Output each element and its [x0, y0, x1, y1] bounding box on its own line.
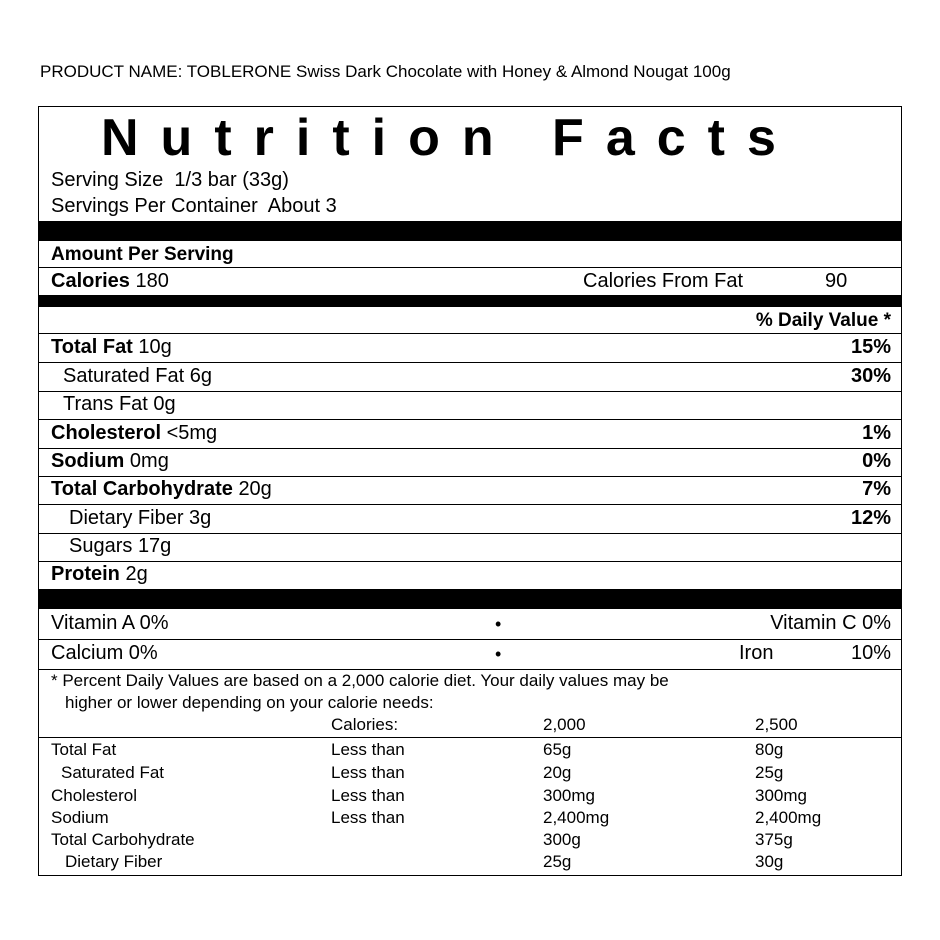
dv-table-2500: 375g	[755, 830, 793, 849]
product-name: PRODUCT NAME: TOBLERONE Swiss Dark Chocolate with Honey & Almond Nougat 100g	[40, 62, 731, 81]
nutrient-amount: 0mg	[129, 450, 169, 472]
iron-value: 10%	[850, 642, 891, 664]
serving-size-value: 1/3 bar (33g)	[174, 169, 289, 191]
nutrient-row-trans-fat	[63, 393, 176, 416]
footnote-line-1: * Percent Daily Values are based on a 2,000 calorie diet. Your daily values may be	[51, 671, 669, 690]
divider-line	[39, 391, 901, 392]
divider-line	[39, 267, 901, 268]
dv-table-2500: 30g	[755, 852, 784, 871]
footnote-col-2000: 2,000	[543, 715, 586, 734]
footnote-col-2500: 2,500	[755, 715, 798, 734]
thick-divider-3	[39, 589, 901, 609]
amount-per-serving: Amount Per Serving	[51, 244, 234, 265]
dv-table-qualifier: Less than	[331, 763, 405, 782]
daily-value-header: % Daily Value *	[755, 310, 891, 331]
divider-line	[39, 561, 901, 562]
thick-divider-1	[39, 221, 901, 241]
nutrient-label: Total Carbohydrate	[51, 478, 233, 500]
divider-line	[39, 737, 901, 738]
dv-table-2500: 300mg	[755, 786, 807, 805]
nutrient-row-saturated-fat	[63, 365, 212, 388]
divider-line	[39, 504, 901, 505]
nutrient-dv: 12%	[850, 507, 891, 529]
nutrient-label: Dietary Fiber	[69, 507, 184, 529]
thick-divider-2	[39, 295, 901, 307]
calories-row	[51, 270, 169, 293]
dv-table-qualifier: Less than	[331, 740, 405, 759]
calcium: Calcium 0%	[51, 642, 158, 664]
footnote-line-2: higher or lower depending on your calorie needs:	[65, 693, 434, 712]
servings-value: About 3	[267, 195, 337, 217]
serving-size	[51, 169, 289, 192]
servings-per-container	[51, 195, 337, 218]
nutrient-row-sugars	[69, 535, 171, 558]
nutrition-facts-panel	[38, 106, 902, 876]
nutrient-label: Sodium	[51, 450, 125, 472]
nutrient-row-cholesterol	[51, 422, 217, 445]
dv-table-2000: 300mg	[543, 786, 595, 805]
nutrient-amount: 2g	[125, 563, 148, 585]
nutrient-amount: 20g	[238, 478, 272, 500]
nutrient-row-total-carbohydrate	[51, 478, 272, 501]
servings-label: Servings Per Container	[51, 195, 258, 217]
nutrient-label: Trans Fat	[63, 393, 148, 415]
dv-table-2000: 65g	[543, 740, 572, 759]
dv-table-qualifier: Less than	[331, 786, 405, 805]
nutrient-label: Saturated Fat	[63, 365, 185, 387]
dv-table-label: Total Fat	[51, 740, 117, 759]
dv-table-qualifier: Less than	[331, 808, 405, 827]
vitamin-a: Vitamin A 0%	[51, 612, 169, 634]
dv-table-label: Saturated Fat	[61, 763, 165, 782]
iron-label: Iron	[739, 642, 774, 664]
calories-from-fat-label: Calories From Fat	[583, 270, 744, 292]
dv-table-2500: 80g	[755, 740, 784, 759]
divider-line	[39, 333, 901, 334]
nutrient-label: Cholesterol	[51, 422, 162, 444]
divider-line	[39, 419, 901, 420]
nutrient-dv: 7%	[862, 478, 891, 500]
dv-table-2000: 20g	[543, 763, 572, 782]
panel-title: Nutrition Facts	[101, 109, 798, 167]
dv-table-2500: 2,400mg	[755, 808, 822, 827]
nutrient-amount: <5mg	[166, 422, 218, 444]
nutrient-row-sodium	[51, 450, 169, 473]
nutrient-amount: 3g	[189, 507, 212, 529]
dv-table-label: Dietary Fiber	[65, 852, 163, 871]
nutrient-label: Total Fat	[51, 336, 133, 358]
footnote-calories-label: Calories:	[331, 715, 399, 734]
calories-from-fat-value: 90	[825, 270, 848, 292]
divider-line	[39, 476, 901, 477]
nutrient-dv: 30%	[850, 365, 891, 387]
dv-table-2000: 300g	[543, 830, 581, 849]
nutrient-dv: 1%	[862, 422, 891, 444]
nutrient-amount: 6g	[189, 365, 212, 387]
nutrient-row-protein	[51, 563, 148, 586]
divider-line	[39, 362, 901, 363]
nutrient-row-dietary-fiber	[69, 507, 211, 530]
bullet-separator: •	[495, 644, 502, 664]
nutrient-dv: 15%	[850, 336, 891, 358]
dv-table-label: Total Carbohydrate	[51, 830, 195, 849]
nutrient-amount: 17g	[137, 535, 172, 557]
dv-table-label: Cholesterol	[51, 786, 137, 805]
bullet-separator: •	[495, 614, 502, 634]
nutrient-row-total-fat	[51, 336, 172, 359]
nutrient-label: Sugars	[69, 535, 133, 557]
dv-table-label: Sodium	[51, 808, 109, 827]
divider-line	[39, 669, 901, 670]
dv-table-2000: 25g	[543, 852, 572, 871]
dv-table-2000: 2,400mg	[543, 808, 610, 827]
nutrient-label: Protein	[51, 563, 120, 585]
calories-label: Calories	[51, 270, 130, 292]
serving-size-label: Serving Size	[51, 169, 164, 191]
calories-value: 180	[135, 270, 169, 292]
divider-line	[39, 639, 901, 640]
divider-line	[39, 533, 901, 534]
vitamin-c: Vitamin C 0%	[770, 612, 891, 634]
dv-table-2500: 25g	[755, 763, 784, 782]
nutrient-amount: 10g	[138, 336, 172, 358]
nutrient-dv: 0%	[862, 450, 891, 472]
nutrient-amount: 0g	[153, 393, 176, 415]
divider-line	[39, 448, 901, 449]
